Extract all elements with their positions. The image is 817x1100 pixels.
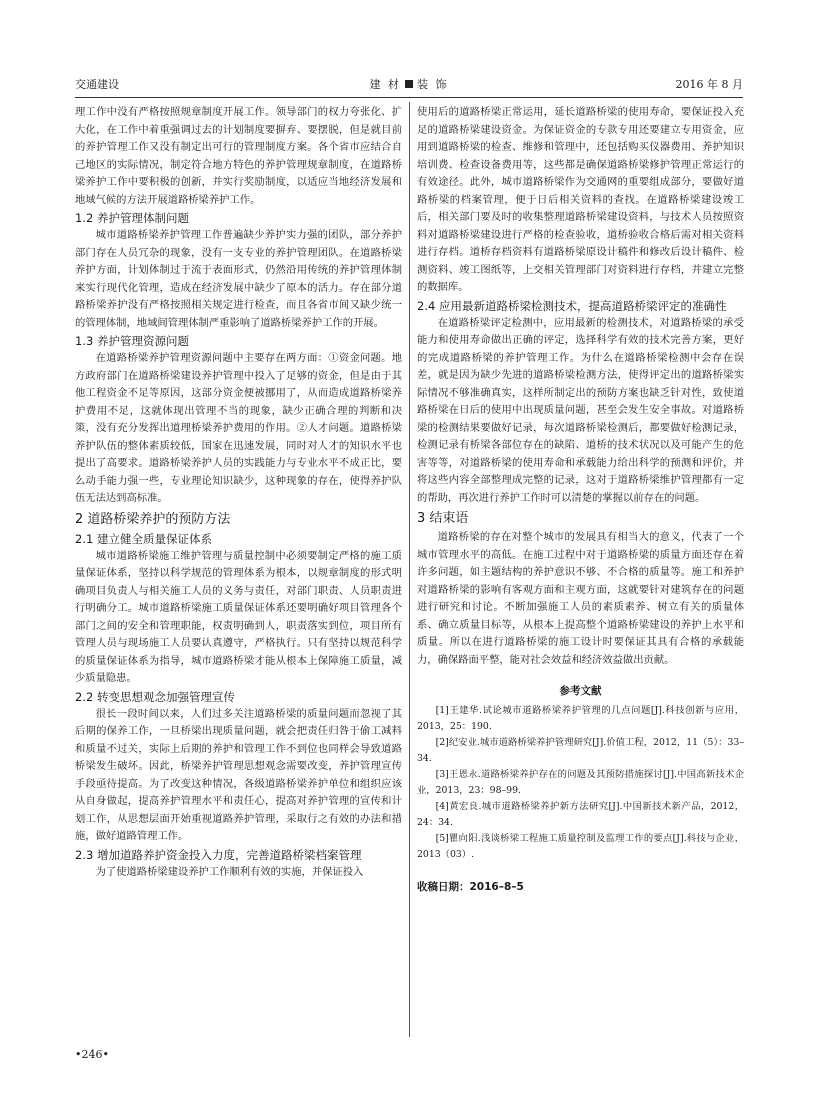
running-header (75, 76, 743, 92)
issue-date: 2016 年 8 月 (675, 78, 743, 91)
paragraph: 很长一段时间以来，人们过多关注道路桥梁的质量问题而忽视了其后期的保养工作，一旦桥梁出现质量问题，就会把责任归咎于偷工减料和质量不过关，实际上后期的养护和管理工作不到位也同样会导致道路桥梁发生破坏。因此，桥梁养护管理思想观念需要改变，养护管理宣传手段亟待提高。为了改变这种情况，各级道路桥梁养护单位和组织应该从自身做起，提高养护管理水平和责任心，提高对养护管理的宣传和计划工作，从思想层面开始重视道路养护管理，采取行之有效的办法和措施，做好道路管理工作。 (75, 707, 402, 842)
paragraph: 理工作中没有严格按照规章制度开展工作。领导部门的权力夸张化、扩大化，在工作中着重强调过去的计划制度要摒弃、要摆脱，但是就目前的养护管理工作又没有制定出可行的管理制度方案。各个省市应结合自己地区的实际情况，制定符合地方特色的养护管理规章制度，在道路桥梁养护工作中要积极的创新，并实行奖励制度，以适应当地经济发展和地域气候的方法开展道路桥梁养护工作。 (75, 106, 402, 206)
journal-name: 建 材 装 饰 (369, 78, 449, 91)
section-heading: 2.4 应用最新道路桥梁检测技术，提高道路桥梁评定的准确性 (417, 298, 727, 313)
paragraph: 在道路桥梁养护管理资源问题中主要存在两方面：①资金问题。地方政府部门在道路桥梁建设养护管理中投入了足够的资金，但是由于其他工程资金不足等原因，这部分资金便被挪用了，从而造成道路桥梁养护费用不足，这就体现出管理不当的现象，缺少正确合理的判断和决策，没有充分发挥出道理桥梁养护费用的作用。②人才问题。道路桥梁养护队伍的整体素质较低，国家在迅速发展，同时对人才的知识水平也提出了高要求。道路桥梁养护人员的实践能力与专业水平不成正比，要么动手能力强一些，专业理论知识缺少，这种现象的存在，使得养护队伍无法达到高标准。 (75, 352, 402, 504)
paragraph: 城市道路桥梁施工维护管理与质量控制中必须要制定严格的施工质量保证体系，坚持以科学规范的管理体系为根本，以规章制度的形式明确项目负责人与相关施工人员的义务与责任，对部门职责、人员职责进行明确分工。城市道路桥梁施工质量保证体系还要明确好项目管理各个部门之间的安全和管理职能，权责明确到人，职责落实到位，项目所有管理人员与现场施工人员要认真遵守，严格执行。只有坚持以规范科学的质量保证体系为指导，城市道路桥梁才能从根本上保障施工质量，减少质量隐患。 (75, 549, 402, 684)
paragraph: 城市道路桥梁养护管理工作普遍缺少养护实力强的团队，部分养护部门存在人员冗杂的现象，没有一支专业的养护管理团队。在道路桥梁养护方面，计划体制过于流于表面形式，仍然沿用传统的养护管理体制来实行现代化管理，造成在经济发展中缺少了原本的活力。存在部分道路桥梁养护没有严格按照相关规定进行检查，而且各省市间又缺少统一的管理体制，地域间管理体制严重影响了道路桥梁养护工作的开展。 (75, 229, 402, 329)
section-heading: 2.3 增加道路养护资金投入力度，完善道路桥梁档案管理 (75, 847, 362, 862)
section-heading: 2.1 建立健全质量保证体系 (75, 531, 212, 546)
right-column (417, 104, 744, 896)
reference-item: [2]纪安业.城市道路桥梁养护管理研究[J].价值工程，2012，11（5）：33–34. (417, 736, 744, 764)
paragraph: 为了使道路桥梁建设养护工作顺利有效的实施，并保证投入 (95, 865, 364, 878)
header-rule (75, 97, 743, 98)
section-heading: 1.2 养护管理体制问题 (75, 211, 189, 225)
square-mark-icon (405, 80, 413, 88)
left-column (75, 104, 402, 881)
section-heading: 2.2 转变思想观念加强管理宣传 (75, 689, 235, 704)
page-number: •246• (75, 1048, 109, 1061)
reference-item: [5]瞿向阳.浅谈桥梁工程施工质量控制及监理工作的要点[J].科技与企业，2013（03）. (417, 832, 744, 860)
section-heading: 1.3 养护管理资源问题 (75, 334, 189, 348)
paragraph: 在道路桥梁评定检测中，应用最新的检测技术，对道路桥梁的承受能力和使用寿命做出正确的评定，选择科学有效的技术完善方案，更好的完成道路桥梁的养护管理工作。为什么在道路桥梁检测中会存在误差，就是因为缺少先进的道路桥梁检测方法，使得评定出的道路桥梁实际情况不够准确真实，这样所制定出的预防方案也缺乏针对性，致使道路桥梁在日后的使用中出现质量问题，甚至会发生安全事故。对道路桥梁的检测结果要做好记录，每次道路桥梁检测后，都要做好检测记录，检测记录有桥梁各部位存在的缺陷、道桥的技术状况以及可能产生的危害等等，对道路桥梁的使用寿命和承载能力给出科学的预测和评价，并将这些内容全部整理成完整的记录，这对于道路桥梁维护管理都有一定的帮助，再次进行养护工作时可以清楚的掌握以前存在的问题。 (417, 316, 744, 504)
reference-item: [3]王恩永.道路桥梁养护存在的问题及其预防措施探讨[J].中国高新技术企业，2013，23：98–99. (417, 768, 744, 796)
references-title: 参考文献 (559, 685, 602, 697)
received-date: 收稿日期：2016–8–5 (417, 880, 524, 893)
section-heading: 3 结束语 (417, 511, 469, 526)
paragraph: 道路桥梁的存在对整个城市的发展具有相当大的意义，代表了一个城市管理水平的高低。在施工过程中对于道路桥梁的质量方面还存在着许多问题，如主题结构的养护意识不够、不合格的质量等。施工和养护对道路桥梁的影响有客观方面和主观方面，这就要针对建筑存在的问题进行研究和讨论。不断加强施工人员的素质素养、树立有关的质量体系、确立质量目标等，从根本上提高整个道路桥梁建设的养护上水平和质量。所以在进行道路桥梁的施工设计时要保证其具有合格的承载能力，确保路面平整，能对社会效益和经济效益做出贡献。 (417, 531, 744, 666)
reference-item: [1]王建华.试论城市道路桥梁养护管理的几点问题[J].科技创新与应用，2013，25：190. (417, 704, 744, 732)
column-divider (409, 102, 410, 1037)
reference-item: [4]黄宏良.城市道路桥梁养护新方法研究[J].中国新技术新产品，2012，24：34. (417, 800, 744, 828)
journal-section: 交通建设 (75, 78, 119, 91)
paragraph: 使用后的道路桥梁正常运用，延长道路桥梁的使用寿命，要保证投入充足的道路桥梁建设资金。为保证资金的专款专用还要建立专用资金，应用到道路桥梁的检查、维修和管理中，还包括购买仪器费用、养护知识培训费、检查设备费用等，这些都是确保道路桥梁修护管理正常运行的有效途径。此外，城市道路桥梁作为交通网的重要组成部分，要做好道路桥梁的档案管理，便于日后相关资料的查找。在道路桥梁建设竣工后，相关部门要及时的收集整理道路桥梁建设资料，与技术人员按照资料对道路桥梁建设进行严格的检查验收，道桥验收合格后需对相关资料进行存档。道桥存档资料有道路桥梁原设计稿件和修改后设计稿件、检测资料、竣工图纸等，上交相关管理部门对资料进行存档，并建立完整的数据库。 (417, 106, 744, 293)
section-heading: 2 道路桥梁养护的预防方法 (75, 511, 231, 527)
